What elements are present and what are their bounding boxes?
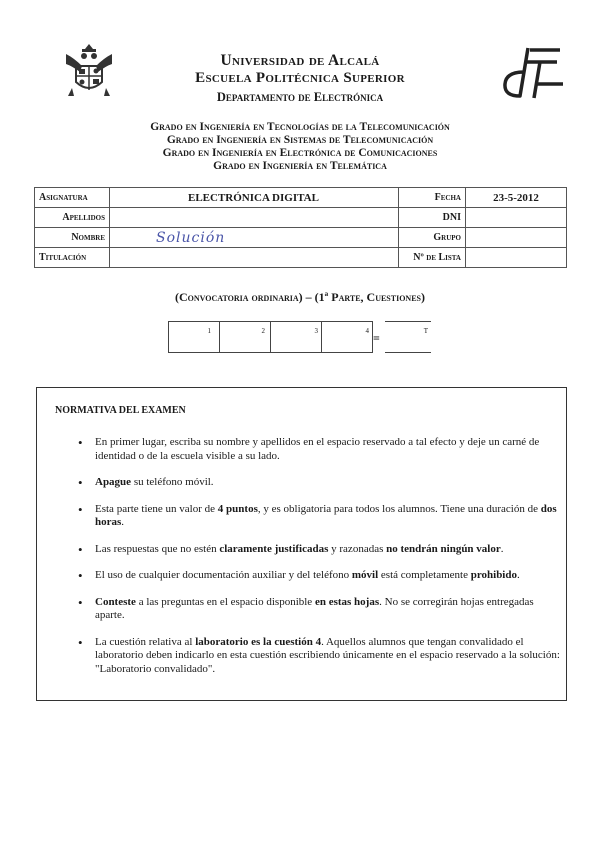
- score-boxes: [168, 321, 373, 353]
- rules-list: [73, 436, 565, 689]
- lista-label: Nº de Lista: [399, 248, 466, 268]
- rule-emphasis: en estas hojas: [314, 595, 380, 608]
- rule-item: [95, 596, 565, 623]
- rule-item: [95, 636, 565, 677]
- grupo-field[interactable]: [466, 228, 567, 248]
- school-name: Escuela Politécnica Superior: [195, 70, 405, 86]
- rule-item: [95, 569, 565, 583]
- university-name: Universidad de Alcalá: [220, 52, 380, 69]
- rule-emphasis: laboratorio es la cuestión 4: [195, 635, 322, 648]
- rule-text: Las respuestas que no estén: [95, 542, 220, 555]
- score-box[interactable]: [271, 322, 322, 352]
- grupo-label: Grupo: [399, 228, 466, 248]
- rule-text: .: [517, 569, 520, 581]
- rule-item: [95, 543, 565, 557]
- handwritten-name: Solución: [156, 229, 226, 246]
- degree-list: [100, 121, 500, 173]
- rule-text: .: [121, 516, 125, 528]
- apellidos-field[interactable]: [110, 208, 399, 228]
- score-box-number: 1: [207, 327, 211, 335]
- lista-field[interactable]: [466, 248, 567, 268]
- rule-text: El uso de cualquier documentación auxiliar y del teléfono: [95, 569, 352, 581]
- rule-text: En primer lugar, escriba su nombre y apellidos en el espacio reservado a tal efecto y deje un carné de identidad o de la escuela visible a su lado.: [95, 436, 540, 462]
- score-box[interactable]: [322, 322, 372, 352]
- nombre-field[interactable]: [110, 228, 399, 248]
- asignatura-value: ELECTRÓNICA DIGITAL: [110, 188, 399, 208]
- score-box[interactable]: [220, 322, 271, 352]
- rule-text: , y es obligatoria para todos los alumnos. Tiene una duración de: [257, 502, 541, 515]
- rule-emphasis: prohibido: [470, 569, 517, 581]
- degree-line: Grado en Ingeniería en Sistemas de Telecomunicación: [166, 134, 434, 146]
- department-name: Departamento de Electrónica: [216, 90, 384, 104]
- exam-title: (Convocatoria ordinaria) – (1ª Parte, Cuestiones): [175, 290, 425, 304]
- rule-emphasis: Conteste: [95, 595, 136, 608]
- degree-line: Grado en Ingeniería en Tecnologías de la Telecomunicación: [150, 121, 450, 133]
- rule-text: La cuestión relativa al: [95, 635, 196, 648]
- rule-emphasis: móvil: [351, 569, 379, 581]
- rule-item: [95, 476, 565, 490]
- titulacion-field[interactable]: [110, 248, 399, 268]
- rule-item: [95, 436, 565, 463]
- rule-emphasis: claramente justificadas: [219, 542, 329, 555]
- score-box-number: 4: [365, 327, 369, 335]
- rule-text: y razonadas: [328, 542, 387, 555]
- rule-emphasis: 4 puntos: [217, 502, 258, 515]
- equals-sign: =: [373, 331, 380, 345]
- rule-text: a las preguntas en el espacio disponible: [135, 595, 315, 608]
- titulacion-label: Titulación: [35, 248, 110, 268]
- dni-field[interactable]: [466, 208, 567, 228]
- department-logo-icon: [500, 44, 568, 102]
- degree-line: Grado en Ingeniería en Telemática: [213, 160, 387, 172]
- rule-text: Esta parte tiene un valor de: [95, 502, 218, 515]
- student-info-table: [34, 187, 567, 268]
- rule-text: . Aquellos alumnos que tengan convalidado el laboratorio deben indicarlo en esta cuestión escribiendo únicamente en el espacio reservado a la solución: "Laboratorio convalidado".: [95, 635, 560, 675]
- total-label: T: [423, 327, 428, 335]
- rule-item: [95, 503, 565, 530]
- fecha-value: 23-5-2012: [466, 188, 567, 208]
- rules-box: [36, 387, 567, 701]
- rules-heading: NORMATIVA DEL EXAMEN: [55, 405, 186, 416]
- nombre-label: Nombre: [35, 228, 110, 248]
- score-box-number: 3: [314, 327, 318, 335]
- degree-line: Grado en Ingeniería en Electrónica de Comunicaciones: [162, 147, 438, 159]
- rule-text: .: [500, 542, 504, 555]
- score-box-number: 2: [261, 327, 265, 335]
- fecha-label: Fecha: [399, 188, 466, 208]
- dni-label: DNI: [399, 208, 466, 228]
- rule-text: está completamente: [378, 569, 471, 581]
- total-box[interactable]: [385, 321, 431, 353]
- asignatura-label: Asignatura: [35, 188, 110, 208]
- apellidos-label: Apellidos: [35, 208, 110, 228]
- rule-emphasis: Apague: [95, 476, 132, 488]
- rule-text: su teléfono móvil.: [131, 476, 214, 488]
- score-box[interactable]: [169, 322, 220, 352]
- rule-text: . No se corregirán hojas entregadas aparte.: [95, 595, 534, 621]
- rule-emphasis: no tendrán ningún valor: [386, 542, 501, 555]
- rule-emphasis: dos horas: [95, 502, 557, 528]
- university-crest-icon: [62, 42, 116, 100]
